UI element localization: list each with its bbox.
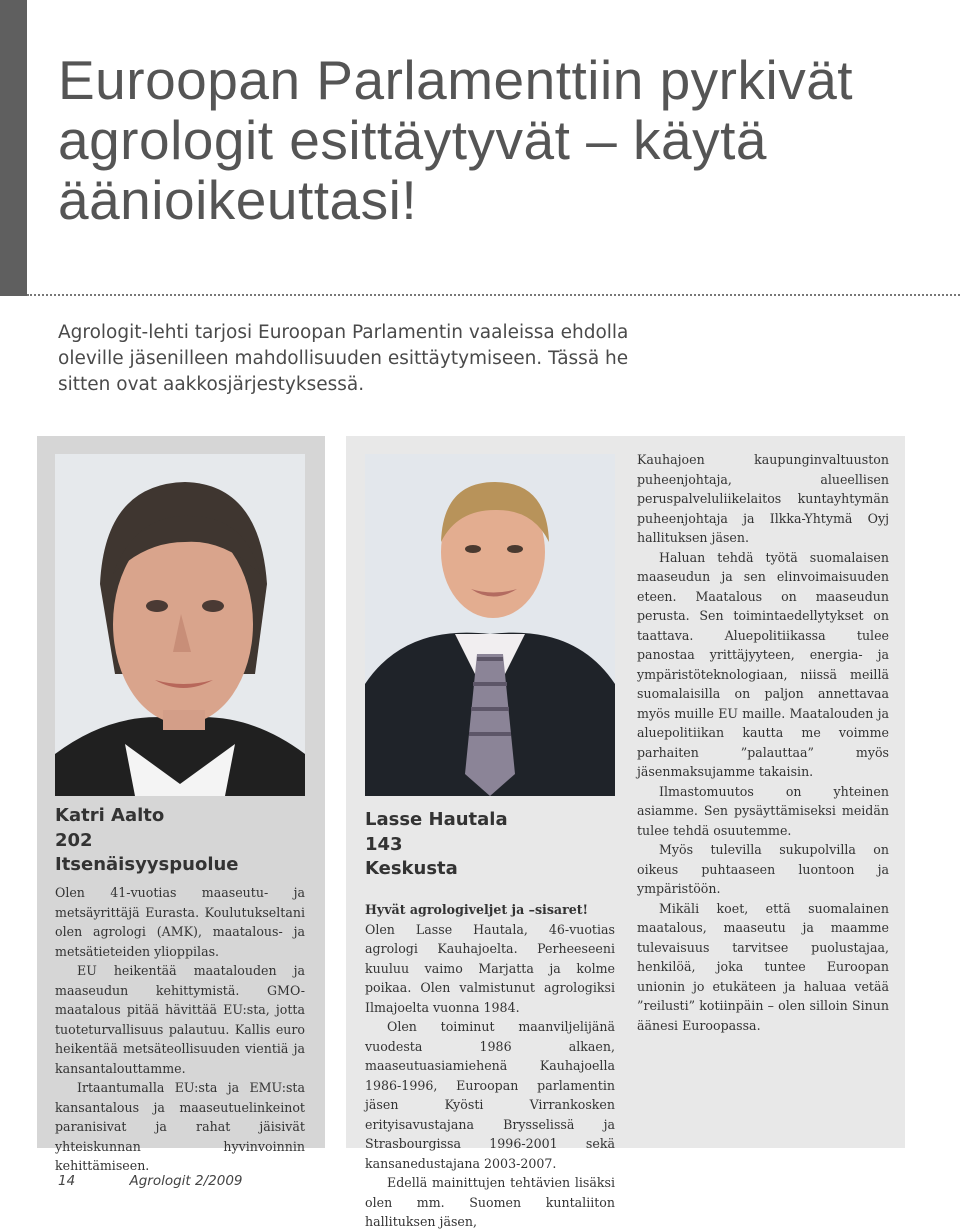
candidate-photo-hautala bbox=[365, 454, 615, 796]
paragraph: Olen toiminut maanviljelijänä vuodesta 1986 alkaen, maaseutuasiamiehenä Kauhajoella 1986-1996, Euroopan parlamentin jäsen Kyösti Virrankosken erityisavustajana Brysselissä ja Strasbourgissa 1996-2001 sekä kansanedustajana 2003-2007. bbox=[365, 1019, 615, 1171]
candidate-name: Lasse Hautala bbox=[365, 809, 508, 830]
paragraph: Olen 41-vuotias maaseutu- ja metsäyrittäjä Eurasta. Koulutukseltani olen agrologi (AMK), maatalous- ja metsätieteiden ylioppilas. bbox=[55, 885, 305, 959]
page-number: 14 bbox=[58, 1173, 76, 1189]
paragraph: Edellä mainittujen tehtävien lisäksi olen mm. Suomen kuntaliiton hallituksen jäsen, bbox=[365, 1175, 615, 1229]
page-footer bbox=[58, 1173, 243, 1189]
candidate-party: Keskusta bbox=[365, 858, 458, 879]
dotted-divider bbox=[27, 294, 960, 296]
candidate-number: 202 bbox=[55, 829, 93, 851]
paragraph: Olen Lasse Hautala, 46-vuotias agrologi Kauhajoelta. Perheeseeni kuuluu vaimo Marjatta ja kolme poikaa. Olen valmistunut agrologiksi Ilmajoelta vuonna 1984. bbox=[365, 921, 615, 1015]
portrait-woman-icon bbox=[55, 454, 305, 796]
candidate-text-hautala bbox=[365, 900, 615, 1232]
paragraph: EU heikentää maatalouden ja maaseudun kehittymistä. GMO-maatalous pitää hävittää EU:sta, jotta tuoteturvallisuus palautuu. Kallis euro heikentää metsäteollisuuden vientiä ja kansantalouttamme. bbox=[55, 963, 305, 1076]
paragraph: Haluan tehdä työtä suomalaisen maaseudun ja sen elinvoimaisuuden eteen. Maatalous on maaseudun perusta. Sen toimintaedellytykset on taattava. Aluepolitiikassa tulee panostaa yrittäjyyteen, energia- ja ympäristöteknologiaan, niissä meillä suomalaisilla on paljon annettavaa myös muille EU maille. Maatalouden ja aluepolitiikan kautta me voimme parhaiten ”palauttaa” myös jäsenmaksujamme takaisin. bbox=[637, 549, 889, 779]
lead-paragraph: Agrologit-lehti tarjosi Euroopan Parlamentin vaaleissa ehdolla oleville jäsenilleen mahdollisuuden esittäytymiseen. Tässä he sitten ovat aakkosjärjestyksessä. bbox=[58, 322, 629, 395]
header-color-bar bbox=[0, 0, 27, 296]
candidate-party: Itsenäisyyspuolue bbox=[55, 854, 239, 875]
greeting-subheading: Hyvät agrologiveljet ja –sisaret! bbox=[365, 902, 589, 917]
paragraph: Kauhajoen kaupunginvaltuuston puheenjohtaja, alueellisen peruspalveluliikelaitos kuntayhtymän puheenjohtaja ja Ilkka-Yhtymä Oyj hallituksen jäsen. bbox=[637, 452, 889, 545]
publication-name: Agrologit 2/2009 bbox=[129, 1173, 243, 1189]
candidate-heading-aalto bbox=[55, 804, 239, 878]
paragraph: Mikäli koet, että suomalainen maatalous, maaseutu ja maamme tulevaisuus tarvitsee puolustajaa, henkilöä, joka tuntee Euroopan unionin jo etukäteen ja haluaa vetää ”reilusti” kotiinpäin – olen silloin Sinun äänesi Euroopassa. bbox=[637, 900, 889, 1033]
candidate-name: Katri Aalto bbox=[55, 805, 165, 826]
paragraph: Myös tulevilla sukupolvilla on oikeus puhtaaseen luontoon ja ympäristöön. bbox=[637, 842, 889, 896]
candidate-photo-aalto bbox=[55, 454, 305, 796]
page-title: Euroopan Parlamenttiin pyrkivät agrologit esittäytyvät – käytä äänioikeuttasi! bbox=[58, 49, 854, 231]
candidate-text-hautala-continued bbox=[637, 450, 889, 1035]
portrait-man-icon bbox=[365, 454, 615, 796]
candidate-number: 143 bbox=[365, 833, 403, 855]
paragraph: Irtaantumalla EU:sta ja EMU:sta kansantalous ja maaseutuelinkeinot paranisivat ja rahat jäisivät yhteiskunnan hyvinvoinnin kehittämiseen. bbox=[55, 1080, 305, 1173]
candidate-text-aalto bbox=[55, 883, 305, 1176]
candidate-heading-hautala bbox=[365, 808, 508, 882]
paragraph: Ilmastomuutos on yhteinen asiamme. Sen pysäyttämiseksi meidän tulee tehdä osuutemme. bbox=[637, 783, 889, 838]
